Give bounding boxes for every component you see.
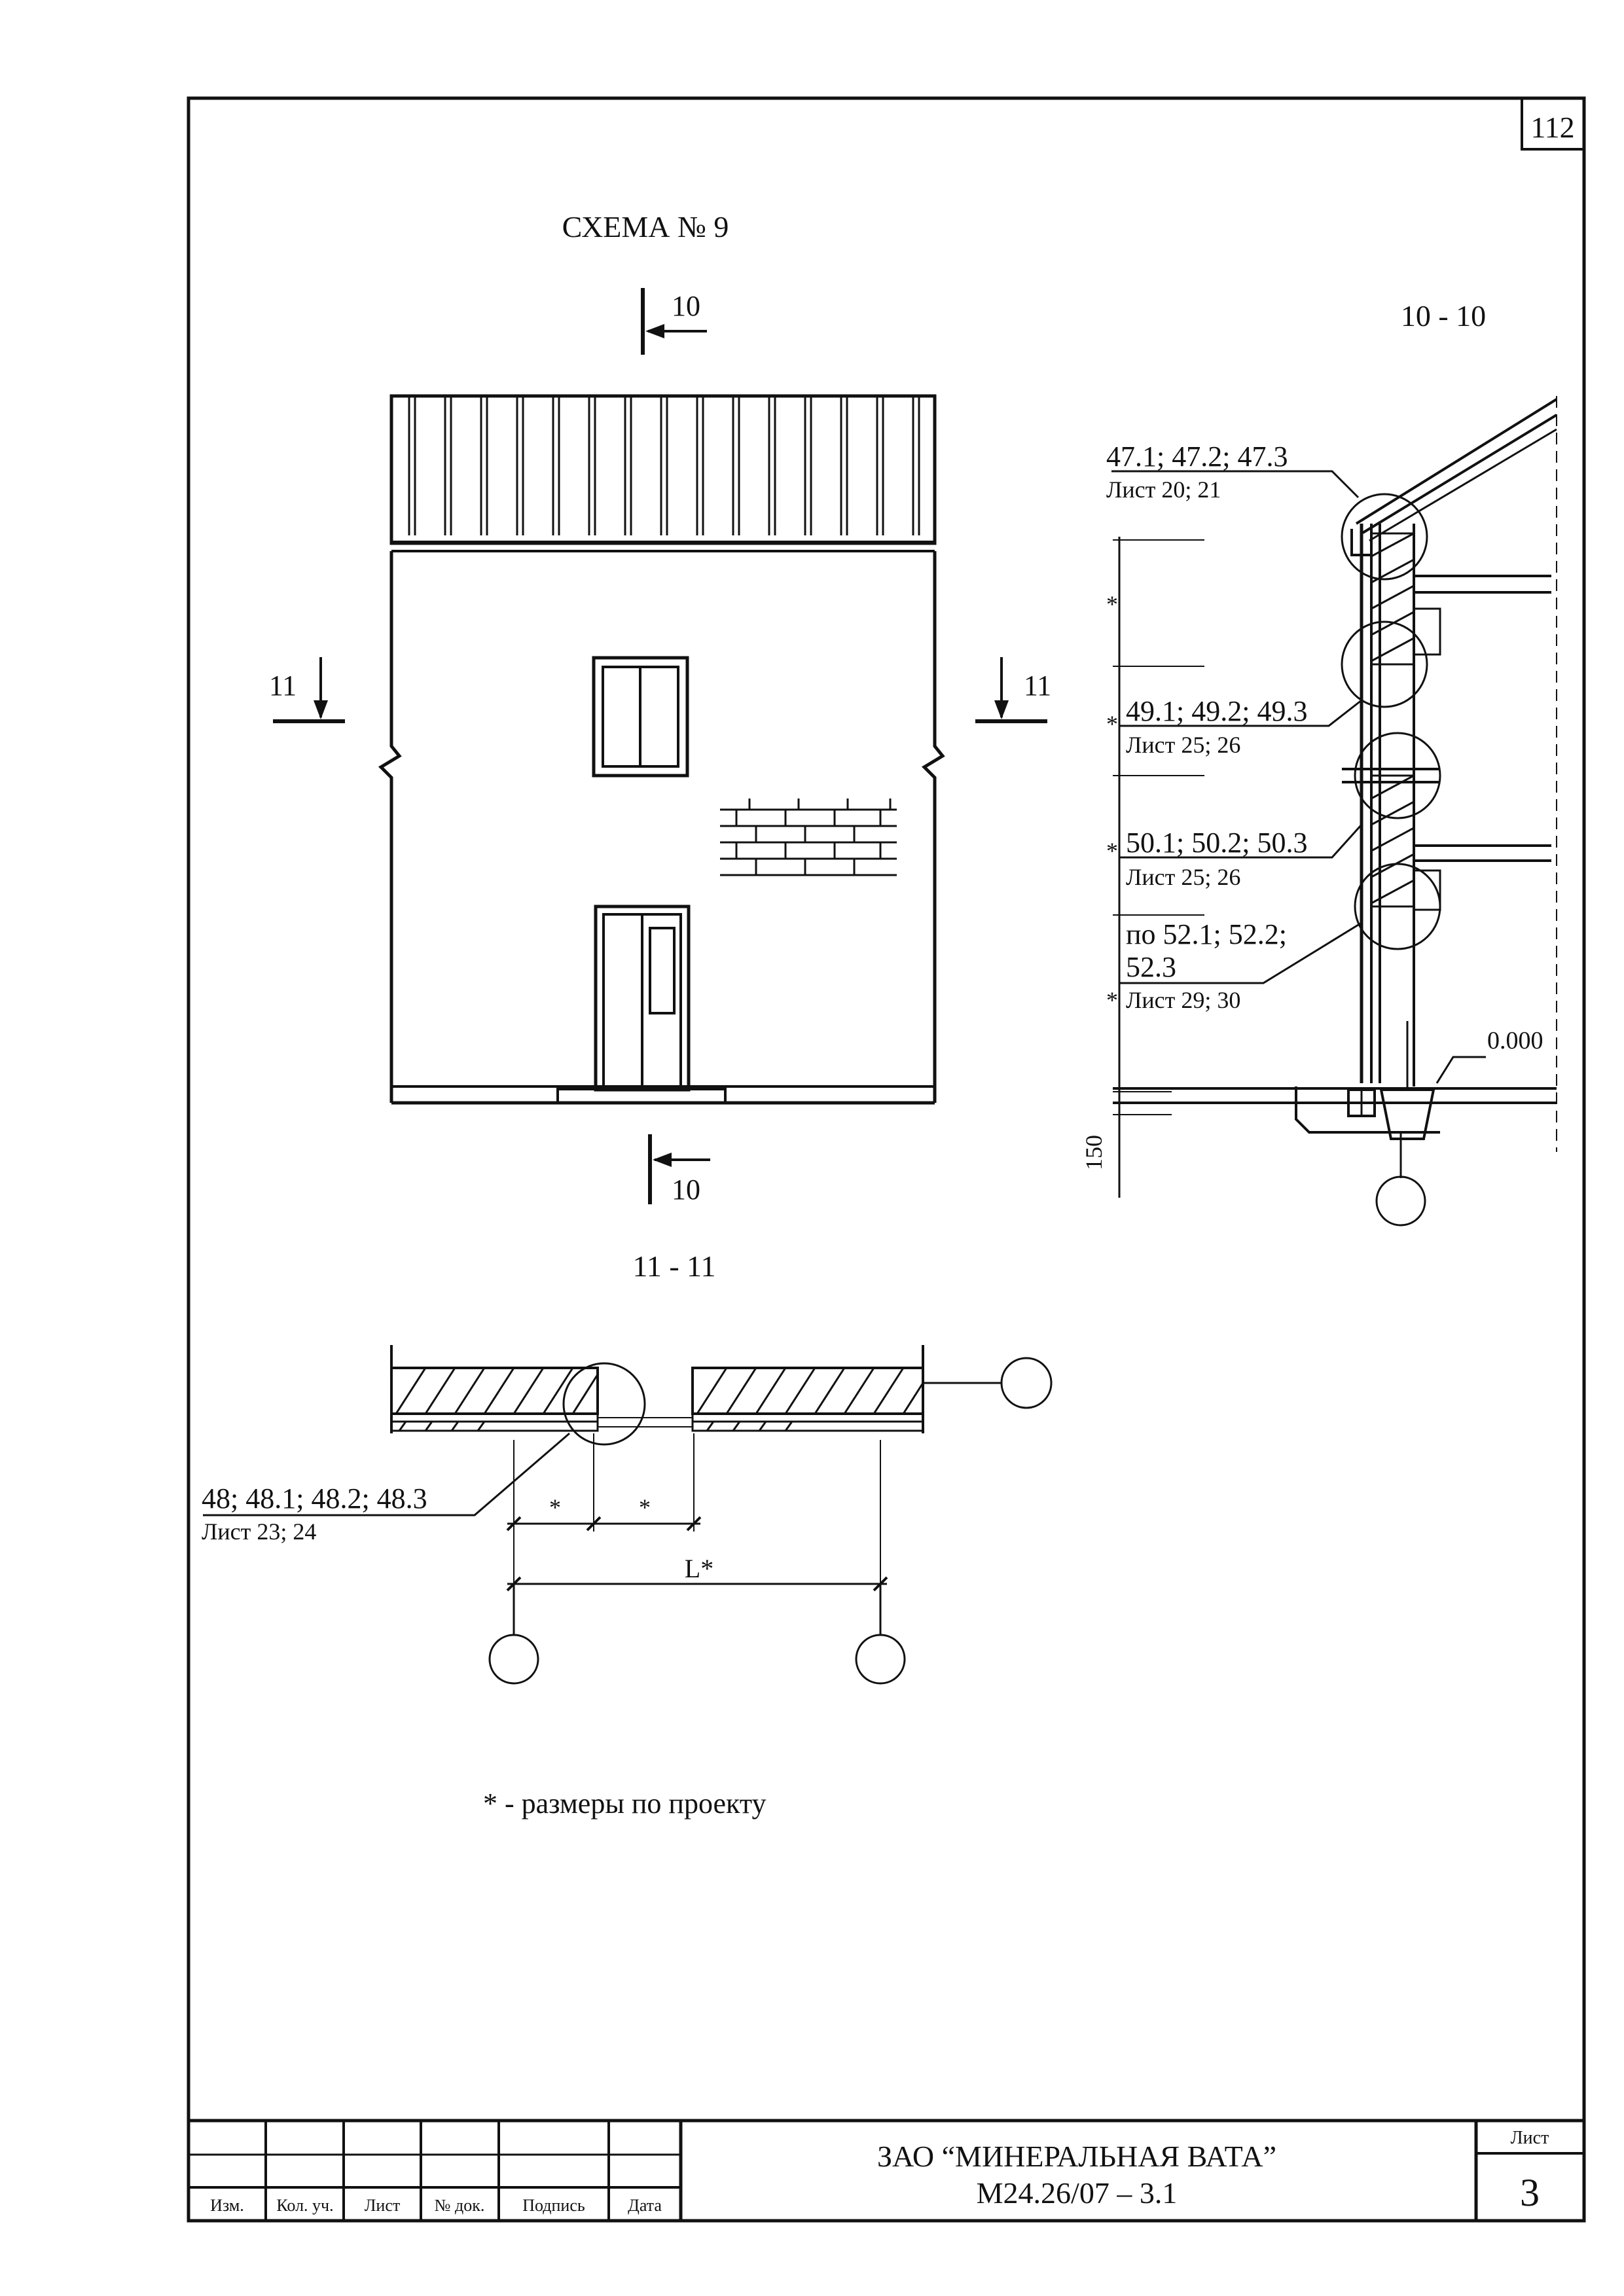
callout-47-sheets: Лист 20; 21 xyxy=(1106,476,1221,503)
dim-star-a: * xyxy=(549,1494,561,1520)
tb-col-kol-uch: Кол. уч. xyxy=(276,2196,334,2215)
callout-48-sheets: Лист 23; 24 xyxy=(202,1518,317,1545)
callout-50-sheets: Лист 25; 26 xyxy=(1126,864,1241,890)
callout-48-ref: 48; 48.1; 48.2; 48.3 xyxy=(202,1482,427,1515)
callout-50 xyxy=(1126,827,1307,890)
dim-star-2: * xyxy=(1106,711,1118,737)
entrance-door xyxy=(596,906,689,1090)
tb-col-signature: Подпись xyxy=(522,2196,585,2215)
section-10-label-top: 10 xyxy=(672,290,700,322)
sheet-frame xyxy=(189,98,1584,2221)
callout-49-ref: 49.1; 49.2; 49.3 xyxy=(1126,695,1308,727)
dim-L: L* xyxy=(684,1554,714,1583)
callout-52-sheets: Лист 29; 30 xyxy=(1126,987,1241,1013)
tb-col-date: Дата xyxy=(628,2196,662,2215)
facade-elevation xyxy=(381,396,943,1103)
roof-standing-seams xyxy=(409,396,919,535)
scheme-title: СХЕМА № 9 xyxy=(562,210,729,243)
callout-52-ref-line2: 52.3 xyxy=(1126,951,1176,983)
dimensions-note: * - размеры по проекту xyxy=(483,1787,767,1820)
callout-47-ref: 47.1; 47.2; 47.3 xyxy=(1106,440,1288,473)
brick-pattern xyxy=(720,798,897,875)
callout-50-ref: 50.1; 50.2; 50.3 xyxy=(1126,827,1308,859)
dim-star-4: * xyxy=(1106,987,1118,1013)
section-11-11-title: 11 - 11 xyxy=(632,1249,716,1283)
section-10-10-title: 10 - 10 xyxy=(1400,299,1487,332)
callout-49 xyxy=(1126,695,1307,758)
callout-47 xyxy=(1106,440,1288,503)
section-11-label-left: 11 xyxy=(268,670,297,702)
document-code: М24.26/07 – 3.1 xyxy=(976,2176,1178,2210)
section-11-label-right: 11 xyxy=(1023,670,1052,702)
organization-name: ЗАО “МИНЕРАЛЬНАЯ ВАТА” xyxy=(876,2140,1277,2173)
tb-col-doc-no: № док. xyxy=(434,2196,485,2215)
tb-col-list: Лист xyxy=(364,2196,401,2215)
section-10-10-drawing xyxy=(1111,396,1557,1225)
sheet-label: Лист xyxy=(1510,2128,1549,2148)
callout-52 xyxy=(1126,918,1287,1013)
level-mark: 0.000 xyxy=(1487,1027,1543,1054)
sheet-number: 3 xyxy=(1520,2171,1540,2214)
dim-star-1: * xyxy=(1106,591,1118,617)
window xyxy=(594,658,687,776)
dim-star-b: * xyxy=(639,1494,651,1520)
section-10-label-bottom: 10 xyxy=(672,1174,700,1206)
dim-star-3: * xyxy=(1106,838,1118,864)
callout-52-ref-line1: по 52.1; 52.2; xyxy=(1126,918,1287,950)
dim-150: 150 xyxy=(1081,1135,1107,1170)
callout-49-sheets: Лист 25; 26 xyxy=(1126,732,1241,758)
tb-col-izm: Изм. xyxy=(210,2196,244,2215)
page-number: 112 xyxy=(1530,111,1575,144)
